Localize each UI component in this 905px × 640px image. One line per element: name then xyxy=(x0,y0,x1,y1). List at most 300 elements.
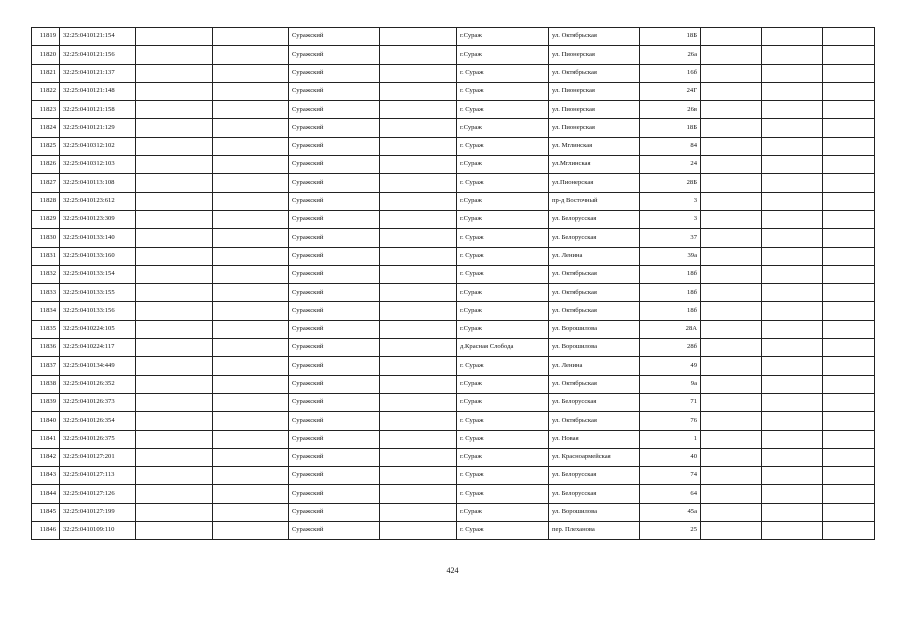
empty-cell xyxy=(823,46,875,64)
empty-cell xyxy=(823,302,875,320)
house-number-cell: 28б xyxy=(640,339,701,357)
cadastral-number-cell: 32:25:0410113:108 xyxy=(60,174,136,192)
street-cell: ул. Октябрьская xyxy=(549,302,640,320)
cadastral-number-cell: 32:25:0410126:375 xyxy=(60,430,136,448)
empty-cell xyxy=(213,46,289,64)
empty-cell xyxy=(136,137,213,155)
empty-cell xyxy=(762,393,823,411)
table-row xyxy=(32,503,875,521)
empty-cell xyxy=(136,412,213,430)
settlement-cell: г.Сураж xyxy=(457,503,549,521)
empty-cell xyxy=(701,284,762,302)
table-row xyxy=(32,101,875,119)
cadastral-number-cell: 32:25:0410133:140 xyxy=(60,229,136,247)
empty-cell xyxy=(213,82,289,100)
empty-cell xyxy=(701,46,762,64)
empty-cell xyxy=(380,247,457,265)
settlement-cell: г.Сураж xyxy=(457,210,549,228)
record-number-cell: 11842 xyxy=(32,448,60,466)
settlement-cell: г. Сураж xyxy=(457,229,549,247)
empty-cell xyxy=(701,28,762,46)
house-number-cell: 18б xyxy=(640,302,701,320)
district-cell: Суражский xyxy=(289,174,380,192)
record-number-cell: 11828 xyxy=(32,192,60,210)
table-row xyxy=(32,320,875,338)
district-cell: Суражский xyxy=(289,229,380,247)
settlement-cell: г. Сураж xyxy=(457,485,549,503)
record-number-cell: 11821 xyxy=(32,64,60,82)
house-number-cell: 28Б xyxy=(640,174,701,192)
settlement-cell: г. Сураж xyxy=(457,265,549,283)
house-number-cell: 18б xyxy=(640,284,701,302)
settlement-cell: г.Сураж xyxy=(457,375,549,393)
empty-cell xyxy=(701,192,762,210)
cadastral-number-cell: 32:25:0410123:612 xyxy=(60,192,136,210)
cadastral-number-cell: 32:25:0410312:102 xyxy=(60,137,136,155)
cadastral-number-cell: 32:25:0410126:352 xyxy=(60,375,136,393)
cadastral-number-cell: 32:25:0410121:158 xyxy=(60,101,136,119)
street-cell: ул. Пионерская xyxy=(549,46,640,64)
table-row xyxy=(32,393,875,411)
settlement-cell: г.Сураж xyxy=(457,302,549,320)
empty-cell xyxy=(380,137,457,155)
record-number-cell: 11822 xyxy=(32,82,60,100)
empty-cell xyxy=(380,64,457,82)
empty-cell xyxy=(136,430,213,448)
records-body xyxy=(32,28,875,540)
empty-cell xyxy=(762,302,823,320)
table-row xyxy=(32,357,875,375)
empty-cell xyxy=(762,64,823,82)
empty-cell xyxy=(762,247,823,265)
empty-cell xyxy=(701,119,762,137)
empty-cell xyxy=(701,247,762,265)
record-number-cell: 11820 xyxy=(32,46,60,64)
empty-cell xyxy=(823,137,875,155)
empty-cell xyxy=(213,229,289,247)
empty-cell xyxy=(823,485,875,503)
street-cell: пер. Плеханова xyxy=(549,522,640,540)
street-cell: ул. Белорусская xyxy=(549,210,640,228)
record-number-cell: 11830 xyxy=(32,229,60,247)
cadastral-number-cell: 32:25:0410133:160 xyxy=(60,247,136,265)
record-number-cell: 11829 xyxy=(32,210,60,228)
empty-cell xyxy=(136,503,213,521)
empty-cell xyxy=(701,265,762,283)
empty-cell xyxy=(762,448,823,466)
empty-cell xyxy=(701,485,762,503)
street-cell: ул. Красноармейская xyxy=(549,448,640,466)
empty-cell xyxy=(380,101,457,119)
empty-cell xyxy=(762,357,823,375)
empty-cell xyxy=(380,28,457,46)
settlement-cell: г. Сураж xyxy=(457,467,549,485)
record-number-cell: 11826 xyxy=(32,156,60,174)
empty-cell xyxy=(213,28,289,46)
empty-cell xyxy=(823,467,875,485)
cadastral-number-cell: 32:25:0410121:148 xyxy=(60,82,136,100)
house-number-cell: 71 xyxy=(640,393,701,411)
record-number-cell: 11827 xyxy=(32,174,60,192)
empty-cell xyxy=(380,210,457,228)
settlement-cell: г.Сураж xyxy=(457,284,549,302)
street-cell: ул. Пионерская xyxy=(549,82,640,100)
empty-cell xyxy=(823,28,875,46)
empty-cell xyxy=(762,503,823,521)
empty-cell xyxy=(136,467,213,485)
table-row xyxy=(32,229,875,247)
empty-cell xyxy=(136,82,213,100)
empty-cell xyxy=(762,284,823,302)
street-cell: ул. Ворошилова xyxy=(549,320,640,338)
empty-cell xyxy=(762,430,823,448)
house-number-cell: 1 xyxy=(640,430,701,448)
empty-cell xyxy=(701,64,762,82)
empty-cell xyxy=(701,156,762,174)
street-cell: ул. Новая xyxy=(549,430,640,448)
district-cell: Суражский xyxy=(289,339,380,357)
record-number-cell: 11834 xyxy=(32,302,60,320)
empty-cell xyxy=(380,156,457,174)
empty-cell xyxy=(136,375,213,393)
page-number: 424 xyxy=(446,566,459,575)
empty-cell xyxy=(213,320,289,338)
house-number-cell: 64 xyxy=(640,485,701,503)
table-row xyxy=(32,174,875,192)
district-cell: Суражский xyxy=(289,284,380,302)
empty-cell xyxy=(823,320,875,338)
empty-cell xyxy=(136,284,213,302)
cadastral-number-cell: 32:25:0410121:156 xyxy=(60,46,136,64)
house-number-cell: 28А xyxy=(640,320,701,338)
empty-cell xyxy=(823,101,875,119)
empty-cell xyxy=(762,82,823,100)
district-cell: Суражский xyxy=(289,28,380,46)
cadastral-number-cell: 32:25:0410224:105 xyxy=(60,320,136,338)
records-table xyxy=(31,27,875,540)
settlement-cell: г.Сураж xyxy=(457,448,549,466)
empty-cell xyxy=(823,265,875,283)
settlement-cell: г.Сураж xyxy=(457,393,549,411)
empty-cell xyxy=(701,82,762,100)
house-number-cell: 45а xyxy=(640,503,701,521)
empty-cell xyxy=(823,210,875,228)
street-cell: ул. Октябрьская xyxy=(549,375,640,393)
empty-cell xyxy=(380,357,457,375)
empty-cell xyxy=(823,503,875,521)
empty-cell xyxy=(380,522,457,540)
table-row xyxy=(32,247,875,265)
empty-cell xyxy=(823,174,875,192)
record-number-cell: 11845 xyxy=(32,503,60,521)
house-number-cell: 18Б xyxy=(640,119,701,137)
record-number-cell: 11835 xyxy=(32,320,60,338)
district-cell: Суражский xyxy=(289,430,380,448)
empty-cell xyxy=(213,357,289,375)
empty-cell xyxy=(380,119,457,137)
cadastral-number-cell: 32:25:0410312:103 xyxy=(60,156,136,174)
street-cell: ул. Октябрьская xyxy=(549,284,640,302)
house-number-cell: 3 xyxy=(640,210,701,228)
cadastral-number-cell: 32:25:0410133:154 xyxy=(60,265,136,283)
table-row xyxy=(32,82,875,100)
table-row xyxy=(32,467,875,485)
table-row xyxy=(32,448,875,466)
empty-cell xyxy=(762,192,823,210)
empty-cell xyxy=(136,229,213,247)
settlement-cell: г.Сураж xyxy=(457,156,549,174)
district-cell: Суражский xyxy=(289,320,380,338)
house-number-cell: 9а xyxy=(640,375,701,393)
table-row xyxy=(32,119,875,137)
empty-cell xyxy=(136,46,213,64)
house-number-cell: 24 xyxy=(640,156,701,174)
table-row xyxy=(32,375,875,393)
house-number-cell: 18Б xyxy=(640,28,701,46)
empty-cell xyxy=(213,284,289,302)
cadastral-number-cell: 32:25:0410224:117 xyxy=(60,339,136,357)
empty-cell xyxy=(136,485,213,503)
street-cell: ул.Мглинская xyxy=(549,156,640,174)
street-cell: ул. Белорусская xyxy=(549,229,640,247)
street-cell: ул. Ленина xyxy=(549,247,640,265)
empty-cell xyxy=(136,448,213,466)
settlement-cell: г. Сураж xyxy=(457,101,549,119)
settlement-cell: г.Сураж xyxy=(457,119,549,137)
empty-cell xyxy=(701,137,762,155)
district-cell: Суражский xyxy=(289,210,380,228)
settlement-cell: г. Сураж xyxy=(457,247,549,265)
district-cell: Суражский xyxy=(289,82,380,100)
street-cell: ул. Ленина xyxy=(549,357,640,375)
empty-cell xyxy=(762,485,823,503)
empty-cell xyxy=(823,284,875,302)
cadastral-number-cell: 32:25:0410127:201 xyxy=(60,448,136,466)
cadastral-number-cell: 32:25:0410134:449 xyxy=(60,357,136,375)
settlement-cell: д.Красная Слобода xyxy=(457,339,549,357)
empty-cell xyxy=(701,210,762,228)
table-row xyxy=(32,137,875,155)
empty-cell xyxy=(762,375,823,393)
settlement-cell: г. Сураж xyxy=(457,64,549,82)
empty-cell xyxy=(701,503,762,521)
table-row xyxy=(32,412,875,430)
empty-cell xyxy=(823,82,875,100)
empty-cell xyxy=(380,339,457,357)
empty-cell xyxy=(762,210,823,228)
district-cell: Суражский xyxy=(289,412,380,430)
empty-cell xyxy=(136,320,213,338)
empty-cell xyxy=(380,302,457,320)
empty-cell xyxy=(823,522,875,540)
cadastral-number-cell: 32:25:0410121:137 xyxy=(60,64,136,82)
record-number-cell: 11824 xyxy=(32,119,60,137)
settlement-cell: г. Сураж xyxy=(457,82,549,100)
empty-cell xyxy=(823,339,875,357)
empty-cell xyxy=(213,156,289,174)
empty-cell xyxy=(823,430,875,448)
table-row xyxy=(32,156,875,174)
empty-cell xyxy=(136,265,213,283)
house-number-cell: 49 xyxy=(640,357,701,375)
empty-cell xyxy=(762,119,823,137)
empty-cell xyxy=(136,28,213,46)
empty-cell xyxy=(213,137,289,155)
empty-cell xyxy=(823,156,875,174)
district-cell: Суражский xyxy=(289,265,380,283)
empty-cell xyxy=(762,137,823,155)
empty-cell xyxy=(823,247,875,265)
empty-cell xyxy=(823,357,875,375)
empty-cell xyxy=(823,119,875,137)
empty-cell xyxy=(701,339,762,357)
district-cell: Суражский xyxy=(289,375,380,393)
empty-cell xyxy=(380,375,457,393)
house-number-cell: 18б xyxy=(640,265,701,283)
empty-cell xyxy=(136,192,213,210)
empty-cell xyxy=(762,339,823,357)
empty-cell xyxy=(213,302,289,320)
empty-cell xyxy=(762,467,823,485)
cadastral-number-cell: 32:25:0410126:373 xyxy=(60,393,136,411)
empty-cell xyxy=(762,265,823,283)
empty-cell xyxy=(136,357,213,375)
record-number-cell: 11837 xyxy=(32,357,60,375)
empty-cell xyxy=(213,192,289,210)
settlement-cell: г.Сураж xyxy=(457,46,549,64)
empty-cell xyxy=(213,485,289,503)
house-number-cell: 39а xyxy=(640,247,701,265)
cadastral-number-cell: 32:25:0410133:156 xyxy=(60,302,136,320)
table-row xyxy=(32,210,875,228)
table-row xyxy=(32,302,875,320)
empty-cell xyxy=(136,339,213,357)
empty-cell xyxy=(823,64,875,82)
district-cell: Суражский xyxy=(289,448,380,466)
empty-cell xyxy=(213,210,289,228)
record-number-cell: 11838 xyxy=(32,375,60,393)
district-cell: Суражский xyxy=(289,46,380,64)
empty-cell xyxy=(823,192,875,210)
empty-cell xyxy=(213,448,289,466)
empty-cell xyxy=(213,430,289,448)
empty-cell xyxy=(136,302,213,320)
empty-cell xyxy=(380,503,457,521)
street-cell: ул. Ворошилова xyxy=(549,503,640,521)
empty-cell xyxy=(701,448,762,466)
empty-cell xyxy=(762,412,823,430)
empty-cell xyxy=(762,320,823,338)
settlement-cell: г. Сураж xyxy=(457,137,549,155)
record-number-cell: 11819 xyxy=(32,28,60,46)
empty-cell xyxy=(213,393,289,411)
record-number-cell: 11839 xyxy=(32,393,60,411)
empty-cell xyxy=(380,467,457,485)
empty-cell xyxy=(213,64,289,82)
empty-cell xyxy=(136,156,213,174)
table-row xyxy=(32,430,875,448)
empty-cell xyxy=(380,46,457,64)
record-number-cell: 11831 xyxy=(32,247,60,265)
record-number-cell: 11832 xyxy=(32,265,60,283)
street-cell: ул.Пионерская xyxy=(549,174,640,192)
empty-cell xyxy=(701,430,762,448)
empty-cell xyxy=(380,393,457,411)
house-number-cell: 84 xyxy=(640,137,701,155)
record-number-cell: 11846 xyxy=(32,522,60,540)
empty-cell xyxy=(213,265,289,283)
record-number-cell: 11844 xyxy=(32,485,60,503)
street-cell: ул. Пионерская xyxy=(549,119,640,137)
empty-cell xyxy=(380,284,457,302)
settlement-cell: г.Сураж xyxy=(457,28,549,46)
house-number-cell: 16б xyxy=(640,64,701,82)
street-cell: ул. Пионерская xyxy=(549,101,640,119)
table-row xyxy=(32,522,875,540)
district-cell: Суражский xyxy=(289,247,380,265)
empty-cell xyxy=(380,412,457,430)
cadastral-number-cell: 32:25:0410126:354 xyxy=(60,412,136,430)
empty-cell xyxy=(213,522,289,540)
empty-cell xyxy=(701,357,762,375)
empty-cell xyxy=(213,119,289,137)
empty-cell xyxy=(701,320,762,338)
settlement-cell: г.Сураж xyxy=(457,192,549,210)
empty-cell xyxy=(762,46,823,64)
street-cell: ул. Мглинская xyxy=(549,137,640,155)
empty-cell xyxy=(136,210,213,228)
cadastral-number-cell: 32:25:0410127:113 xyxy=(60,467,136,485)
empty-cell xyxy=(213,174,289,192)
record-number-cell: 11841 xyxy=(32,430,60,448)
table-row xyxy=(32,485,875,503)
empty-cell xyxy=(762,174,823,192)
house-number-cell: 25 xyxy=(640,522,701,540)
empty-cell xyxy=(701,302,762,320)
record-number-cell: 11840 xyxy=(32,412,60,430)
empty-cell xyxy=(701,393,762,411)
empty-cell xyxy=(762,156,823,174)
empty-cell xyxy=(701,467,762,485)
table-row xyxy=(32,284,875,302)
cadastral-number-cell: 32:25:0410121:154 xyxy=(60,28,136,46)
empty-cell xyxy=(380,192,457,210)
empty-cell xyxy=(136,247,213,265)
district-cell: Суражский xyxy=(289,393,380,411)
house-number-cell: 76 xyxy=(640,412,701,430)
empty-cell xyxy=(380,448,457,466)
empty-cell xyxy=(380,174,457,192)
cadastral-number-cell: 32:25:0410123:309 xyxy=(60,210,136,228)
empty-cell xyxy=(701,412,762,430)
empty-cell xyxy=(136,174,213,192)
street-cell: ул. Октябрьская xyxy=(549,265,640,283)
cadastral-number-cell: 32:25:0410109:110 xyxy=(60,522,136,540)
house-number-cell: 40 xyxy=(640,448,701,466)
street-cell: ул. Белорусская xyxy=(549,467,640,485)
empty-cell xyxy=(380,430,457,448)
settlement-cell: г. Сураж xyxy=(457,412,549,430)
record-number-cell: 11836 xyxy=(32,339,60,357)
empty-cell xyxy=(762,522,823,540)
district-cell: Суражский xyxy=(289,156,380,174)
empty-cell xyxy=(136,522,213,540)
empty-cell xyxy=(823,448,875,466)
street-cell: ул. Октябрьская xyxy=(549,412,640,430)
empty-cell xyxy=(136,64,213,82)
empty-cell xyxy=(701,174,762,192)
district-cell: Суражский xyxy=(289,119,380,137)
